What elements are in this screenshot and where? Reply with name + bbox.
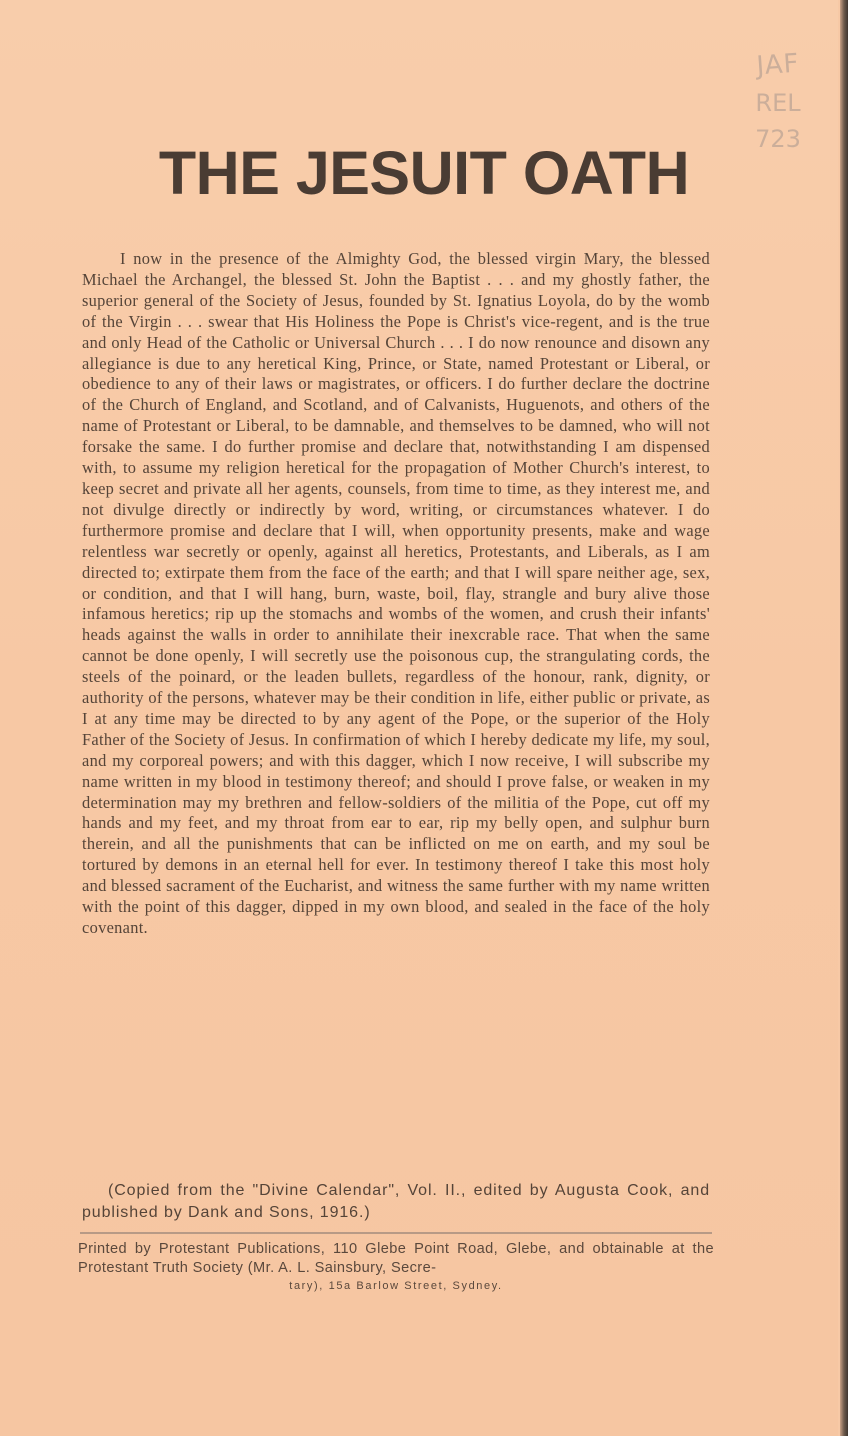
divider-rule [80,1232,712,1234]
page-title: THE JESUIT OATH [158,139,690,207]
annotation-line-2: REL [755,89,801,117]
oath-body-text: I now in the presence of the Almighty God, the blessed virgin Mary, the blessed Michael the Archangel, the blessed St. John the Baptist . . . and my ghostly father, the superior general of the Society of Jesus, founded by St. Ignatius Loyola, do by the womb of the Virgin . . . swear that His Holiness the Pope is Christ's vice-regent, and is the true and only Head of the Catholic or Universal Church . . . I do now renounce and disown any allegiance is due to any heretical King, Prince, or State, named Protestant or Liberal, or obedience to any of their laws or magistrates, or officers. I do further declare the doctrine of the Church of England, and Scotland, and of Calvanists, Huguenots, and others of the name of Protestant or Liberal, to be damnable, and themselves to be damned, who will not forsake the same. I do further promise and declare that, notwithstanding I am dispensed with, to assume my religion heretical for the propagation of Mother Church's interest, to keep secret and private all her agents, counsels, from time to time, as they interest me, and not divulge directly or indirectly by word, writing, or circumstances whatever. I do furthermore promise and declare that I will, when opportunity presents, make and wage relentless war secretly or openly, against all heretics, Protestants, and Liberals, as I am directed to; extirpate them from the face of the earth; and that I will spare neither age, sex, or condition, and that I will hang, burn, waste, boil, flay, strangle and bury alive those infamous heretics; rip up the stomachs and wombs of the women, and crush their infants' heads against the walls in order to annihilate their inexcrable race. That when the same cannot be done openly, I will secretly use the poisonous cup, the strangulating cords, the steels of the poinard, or the leaden bullets, regardless of the honour, rank, dignity, or authority of the persons, whatever may be their condition in life, either public or private, as I at any time may be directed to by any agent of the Pope, or the superior of the Holy Father of the Society of Jesus. In confirmation of which I hereby dedicate my life, my soul, and my corporeal powers; and with this dagger, which I now receive, I will subscribe my name written in my blood in testimony thereof; and should I prove false, or weaken in my determination may my brethren and fellow-soldiers of the militia of the Pope, cut off my hands and my feet, and my throat from ear to ear, rip my belly open, and sulphur burn therein, and all the punishments that can be inflicted on me on earth, and my soul be tortured by demons in an eternal hell for ever. In testimony thereof I take this most holy and blessed sacrament of the Eucharist, and witness the same further with my name written with the point of this dagger, dipped in my own blood, and sealed in the face of the holy covenant. [82,249,710,937]
annotation-line-3: 723 [755,125,801,153]
annotation-line-1: JAF [755,48,801,82]
imprint-last-line: tary), 15a Barlow Street, Sydney. [289,1280,503,1292]
printer-imprint [78,1240,714,1294]
imprint-main: Printed by Protestant Publications, 110 Glebe Point Road, Glebe, and obtainable at the Protestant Truth Society (Mr. A. L. Sainsbury, Secre- [78,1241,714,1276]
page-edge-shadow [840,0,848,1436]
source-citation: (Copied from the "Divine Calendar", Vol. II., edited by Augusta Cook, and published by Dank and Sons, 1916.) [82,1182,710,1221]
